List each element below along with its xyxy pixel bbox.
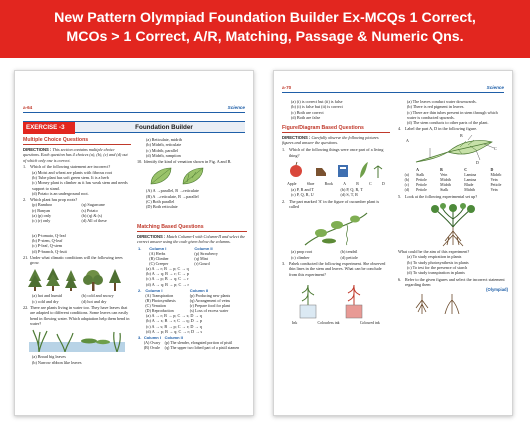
- option-c: (c) A → p; B → q; C → r: [146, 276, 189, 282]
- exercise-tag: EXERCISE -3: [23, 122, 75, 134]
- left-column: [23, 137, 131, 365]
- question-10: 10. Identify the kind of venation shown in Fig. A and B.: [137, 159, 232, 165]
- option-c: (C) Both parallel: [146, 199, 175, 205]
- olympiad-tag: (Olympiad): [486, 287, 508, 293]
- cucumber-plant-icon: [301, 211, 371, 247]
- objects-illustration: [282, 160, 390, 180]
- option-c: (c) A → s; B → p; C → r; D → q: [146, 323, 202, 329]
- option-c: (c) Midrib, parallel: [146, 147, 178, 153]
- question-21: 21. Under what climatic conditions will the following trees grow.: [23, 254, 123, 266]
- option-d: (d) To study transpiration in plants: [407, 270, 465, 276]
- object-icons: [286, 160, 386, 180]
- option-b: (b) Narrow ribbon like leaves: [32, 359, 82, 365]
- option-d: (d) A → p; B → q; C → r; D → s: [146, 328, 203, 334]
- matching-table-2: 2. Column I Column II (A) Transpiration (p) Producing new plants (B) Photosynthesis (q) Arrangement of veins (C) Venation (r) Prepare food for plant (D) Reproduction (s) Loss of excess water: [138, 287, 231, 313]
- objects-captions: Apple Shoe Book A B C D: [287, 181, 385, 186]
- ink-experiment-illustration: [282, 279, 390, 319]
- water-plant-icons: [29, 328, 125, 352]
- option-b: (b) A → s; B → r; C → q; D → p: [146, 318, 203, 324]
- plant-roots-icon: [413, 201, 493, 247]
- label-a: A: [406, 137, 409, 143]
- venation-figure: [137, 166, 247, 186]
- option-a: (a) (i) is correct but (ii) is false: [291, 99, 343, 104]
- option-a: (a) The leaves conduct water downwards.: [407, 99, 477, 104]
- question-21-options: (a) hot and humid (b) cold and snowy (c) cold and dry (d) hot and dry: [32, 293, 114, 304]
- option-b: (B) A →reticulate, B →parallel: [146, 193, 199, 199]
- question-22: 22. There are plants living in water too. They have leaves that are adapted to different conditions. Some leaves can easily bend in flowing water. Which adaptation help them bend in water?: [23, 305, 130, 326]
- option-d: (d) Midrib, ramption: [146, 152, 181, 158]
- option-a: (a) P-tomato, Q-leaf: [32, 232, 66, 238]
- matching-table-1: 1. Column I Column II (A) Herbs (p) Strawberry (B) Climber (q) Mint (C) Creeper (r) Gourd: [138, 245, 218, 266]
- option-a: (a) A → r; B → p; C → q: [146, 265, 189, 271]
- leaf-icons: [147, 166, 207, 186]
- mcq-directions: DIRECTIONS : This section contains multiple choice questions. Each question has 4 choices (a), (b), (c) and (d) out of which only one is correct.: [23, 147, 128, 163]
- right-column: [398, 99, 508, 316]
- option-c: (c) Both are correct: [291, 109, 324, 115]
- beaker-icons: [288, 279, 384, 319]
- question-6: 6. Refer to the given figures and select the incorrect statement regarding them: [398, 276, 505, 287]
- question-4: 4. Label the part A, D in the following figure.: [398, 126, 478, 132]
- question-5-prompt: What could be the aim of this experiment?: [398, 249, 470, 255]
- exercise-bar: [23, 121, 245, 133]
- option-d: (D) Both reticulate: [146, 204, 178, 210]
- option-b: (b) (i) is false but (ii) is correct: [291, 104, 343, 110]
- option-a: (A) A →parallel, B →reticulate: [146, 188, 199, 194]
- root-icons: [412, 294, 472, 314]
- ink-captions: Ink Colourless ink Coloured ink: [292, 320, 380, 325]
- figure-section-title: Figure/Diagram Based Questions: [282, 125, 390, 133]
- left-page-header: [23, 105, 245, 113]
- question-2: 2. Which plant has prop roots?: [23, 197, 78, 203]
- figure-directions: DIRECTIONS : Carefully observe the following pictures figures and answer the questions.: [282, 135, 379, 146]
- page-number: a-64: [23, 105, 33, 110]
- option-d: (d) The stem conducts to other parts of the plant.: [407, 120, 489, 126]
- banner-line-2: MCOs > 1 Correct, A/R, Matching, Passage & Numeric Qns.: [66, 29, 464, 45]
- option-a: (a) A → r; B → p; C → s; D → q: [146, 312, 202, 318]
- option-c: (c) P-leaf, Q-stem: [32, 243, 63, 249]
- option-c: (c) Money plant is climber as it has weak stem and needs support to stand.: [32, 180, 128, 191]
- option-c: (c) To test for the presence of starch: [407, 264, 468, 270]
- option-d: (d) Potato is an underground root.: [32, 190, 89, 196]
- tree-icons: [27, 267, 127, 291]
- option-b: (b) Midrib, reticulate: [146, 142, 182, 148]
- right-column: [137, 137, 247, 350]
- left-page: [14, 70, 254, 416]
- option-b: (b) A → q; B → r; C → p: [146, 271, 189, 277]
- page-subject: Science: [227, 105, 245, 110]
- matching-table-3: 3. Column I Column II (A) Ovary (p) The slender, elongated portion of pistil (B) Ovule (q) The upper two lobed part of a pistil stamen: [138, 335, 240, 351]
- option-b: (b) To study photosynthesis in plants: [407, 259, 469, 265]
- page-subject: Science: [486, 85, 504, 90]
- label-b: B: [460, 132, 463, 138]
- option-c: (c) There are thin tubes present in stem through which water is conducted upwards.: [407, 109, 498, 120]
- option-d: (d) A → q; B → p; C → r: [146, 281, 189, 287]
- question-1: 1. Which of the following statement are incorrect?: [23, 164, 111, 170]
- exercise-title: Foundation Builder: [135, 124, 193, 131]
- question-1: 1. Which of the following things were once part of a living thing?: [282, 147, 384, 158]
- option-b: (b) P-stem, Q-leaf: [32, 237, 63, 243]
- matching-section-title: Matching Based Questions: [137, 224, 247, 232]
- trees-illustration: [23, 267, 131, 291]
- leaf-label-table: A B C D (a) Stalk Vein Lamina Midrib (b) Petiole Midrib Lamina Vein (c) Petiole Midrib Blade Petiole (d) Petiole Stalk Midrib Vein: [404, 167, 502, 192]
- banner-line-1: New Pattern Olympiad Foundation Builder Ex-MCQs 1 Correct,: [54, 10, 476, 26]
- label-d: D: [476, 159, 479, 165]
- option-a: (a) To study respiration in plants: [407, 254, 462, 260]
- option-d: (d) Both are false: [291, 114, 321, 120]
- option-a: (a) Moist and wheat are plants with fibrous root: [32, 169, 113, 175]
- label-c: C: [494, 145, 497, 151]
- question-5: 5. Look at the following experimental set up?: [398, 193, 478, 199]
- matching-directions: DIRECTIONS : Match Column-I with Column-II and select the correct answer using the code given below the columns.: [137, 233, 246, 244]
- title-banner: [0, 0, 530, 58]
- page-number: a-70: [282, 85, 292, 90]
- plant-experiment-illustration: [398, 201, 508, 247]
- question-3: 3. Pahek conducted the following experiment. She observed thin lines in the stem and leaves. What can be conclude from this experiment?: [282, 260, 386, 277]
- right-page: [273, 70, 513, 416]
- leaf-diagram: [398, 134, 508, 166]
- option-b: (b) Tube plant has soft green stem. It is a herb: [32, 174, 109, 180]
- option-b: (b) There is red pigment in leaves.: [407, 104, 465, 110]
- question-2-options: (p) Bamboo (q) Sugarcane (r) Banyan (s) Potato (a) (p) only (b) (q) & (s) (c) (r) only (d) All of these: [32, 202, 107, 224]
- question-2-options: (a) prop root (b) tendril (c) climber (d) petiole: [291, 249, 358, 260]
- cucumber-illustration: [282, 211, 390, 247]
- option-d: (d) P-branch, Q-fruit: [32, 248, 67, 254]
- left-column: [282, 99, 390, 326]
- option-a: (a) Reticulate, midrib: [146, 137, 182, 142]
- option-a: (a) Broad big leaves: [32, 354, 66, 360]
- root-figures: [398, 294, 508, 314]
- leaf-parts-icon: [408, 134, 498, 166]
- question-2: 2. The part marked 'A' in the figure of cucumber plant is called: [282, 198, 380, 210]
- mcq-section-title: Multiple Choice Questions: [23, 137, 131, 145]
- right-page-header: [282, 85, 504, 93]
- question-1-options: (a) P, R and T (b) P, Q, R, T (c) P, Q, R, U (d) S, T, R: [291, 187, 363, 198]
- water-plants-illustration: [23, 328, 131, 352]
